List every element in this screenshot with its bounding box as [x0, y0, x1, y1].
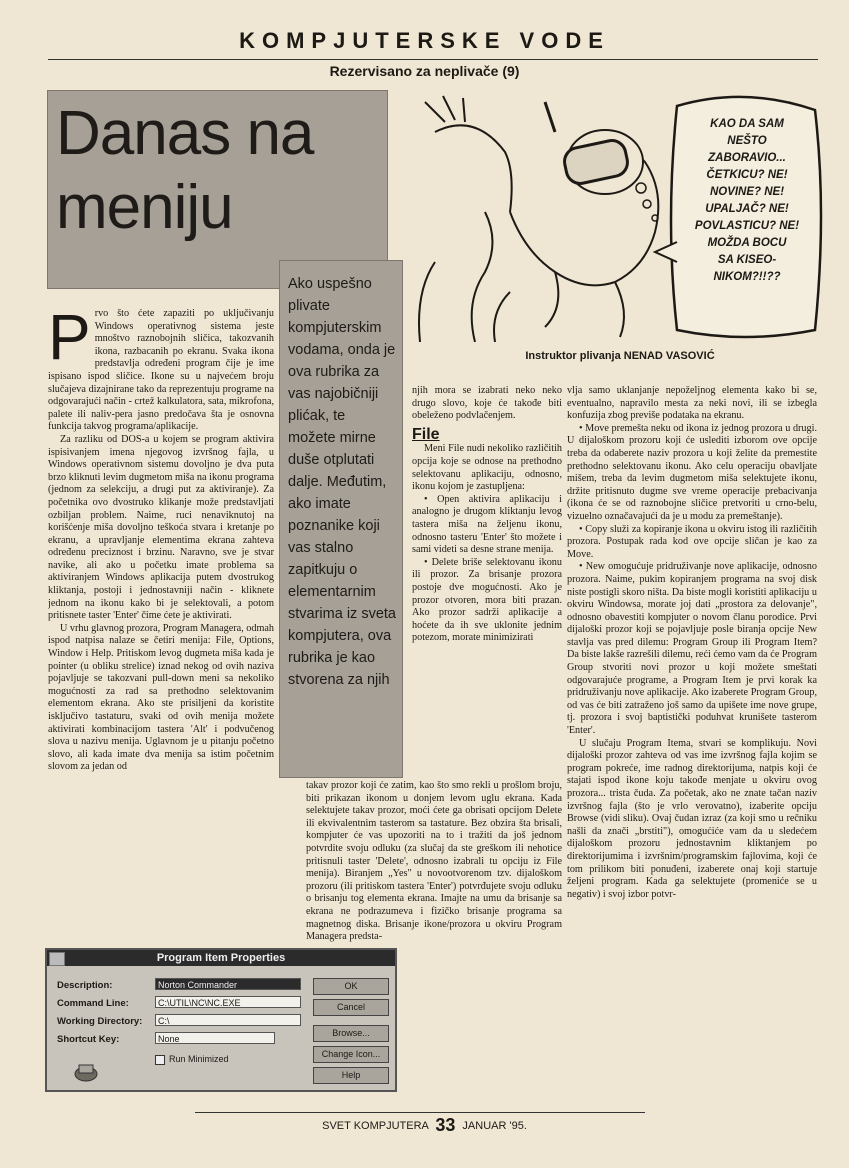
section-heading-file: File: [412, 425, 440, 443]
bubble-line: ČETKICU? NE!: [706, 169, 788, 181]
paragraph: U slučaju Program Itema, stvari se komplikuju. Novi dijaloški prozor zahteva od vas ime izvršnog fajla kojim se program pokreće, ime radnog direktorijuma, natpis koji će stajati ispod ikone koju takođe menjate u okviru ovog prozora... trista čuda. Za početak, ako ne znate tačan naziv izvršnog fajla (što je vrlo verovatno), izaberite opciju Browse (vidi sliku). Ovaj čudan izraz (za koji smo u rečniku našli da znači „brstiti"), omogućiće vam da u sledećem dijaloškom prozoru jednostavnim kliktanjem po direktorijumima i izvršnim/programskim fajlovima, koji će tom prilikom biti ponuđeni, izaberete onaj koji startuje željeni program. Kada ga selektujete (promeniće se u negativ) i svoj izbor potvr-: [567, 737, 817, 900]
footer-rule: [195, 1112, 645, 1113]
bubble-line: POVLASTICU? NE!: [694, 220, 800, 232]
bubble-line: NOVINE? NE!: [709, 186, 785, 198]
paragraph: • Move premešta neku od ikona iz jednog prozora u drugi. U dijaloškom prozoru koji će uslediti izborom ove opcije treba da odaberete naziv prozora u koji želite da premestite prethodno selektovanu ikonu. Ako celu operaciju obavljate mišem, treba da levim dugmetom miša selektujete ikonu, držite pritisnuto dugme sve vreme operacije prebacivanja (ikona će se od raznobojne sličice pretvoriti u crno-belu, vizuelno označavajući da je u modu za premeštanje).: [567, 422, 817, 522]
paragraph: Meni File nudi nekoliko različitih opcija koje se odnose na prethodno selektovanu aplikaciju, odnosno, ikonu kojom je zastupljena:: [412, 443, 562, 493]
paragraph: • Open aktivira aplikaciju i analogno je drugom kliktanju levog tastera miša na željenu ikonu, odnosno tasteru 'Enter' što možete i sami videti sa desne strane menija.: [412, 493, 562, 556]
paragraph-text: rvo što ćete zapaziti po uključivanju Windows operativnog sistema jeste mnoštvo raznobojnih sličica, takozvanih ikona, razbacanih po ekranu. Svaka ikona predstavlja određeni program čije je ime ispisano ispod sličice. Ikone su u najvećem broju slučajeva dizajnirane tako da reprezentuju programe na odgovarajući način - crtež kalkulatora, sata, mikrofona, palete ili naliv-pera jasno predočava šta je osnovna funkcija takvog programa/aplikacije.: [48, 308, 274, 433]
system-menu-icon[interactable]: [49, 952, 65, 966]
article-column-3: [567, 385, 817, 1115]
cartoon-caption: Instruktor plivanja NENAD VASOVIĆ: [525, 350, 715, 362]
speech-bubble-text: [677, 116, 817, 286]
bubble-line: KAO DA SAM: [710, 118, 784, 130]
dialog-title: Program Item Properties: [47, 950, 395, 966]
header-rule: [48, 59, 818, 60]
bubble-line: ZABORAVIO...: [708, 152, 786, 164]
title-line-1: Danas na: [56, 99, 314, 168]
run-minimized-checkbox[interactable]: [155, 1054, 229, 1065]
description-label: Description:: [57, 980, 113, 991]
paragraph: • Copy služi za kopiranje ikona u okviru istog ili različitih prozora. Postupak rada kod ove opcije sličan je kao za Move.: [567, 523, 817, 560]
drop-cap: P: [48, 308, 91, 373]
paragraph: Za razliku od DOS-a u kojem se program aktivira ispisivanjem imena njegovog izvršnog fajla, u Windows operativnom sistemu dovoljno je dva puta brzo kliknuti levim dugmetom miša na ikonu programa (jednom za selekciju, a drugi put za aktiviranje). Za početnika ovo dvostruko klikanje može predstavljati ozbiljan problem. Naime, ruci nenaviknutoj na korišćenje miša dovoljno teškoća stvara i kretanje po ekranu, a upravljanje elementima ekrana zahteva određenu preciznost i brzinu. Naravno, sve je stvar navike, ali ako u početku imate problema sa aktiviranjem Windows aplikacija putem dvostrukog kliktanja, postoji i jednostavniji način - kliknete jednom na ikonu kako bi je selektovali, a potom pritisnete taster 'Enter' čime ćete je aktivirati.: [48, 433, 274, 622]
run-minimized-label: Run Minimized: [169, 1054, 229, 1064]
browse-button[interactable]: Browse...: [313, 1025, 389, 1042]
paragraph: njih mora se izabrati neko neko drugo slovo, koje će takođe biti obeleženo podvlačenjem.: [412, 385, 562, 422]
page-number: 33: [435, 1115, 456, 1135]
paragraph: • Delete briše selektovanu ikonu ili prozor. Za brisanje prozora postoje dve mogućnosti. Ako je prozor otvoren, mora biti prazan. Ako prozor sadrži aplikacije a hoćete da ih sve uklonite jednim potezom, morate minimizirati: [412, 556, 562, 644]
title-line-2: meniju: [56, 173, 233, 242]
paragraph: vlja samo uklanjanje nepoželjnog elementa kako bi se, eventualno, napravilo mesta za neki novi, ili se izbegla konfuzija zbog previše podataka na ekranu.: [567, 385, 817, 422]
article-title: [56, 97, 313, 245]
pull-quote: Ako uspešno plivate kompjuterskim vodama, onda je ova rubrika za vas najobičniji plićak, te možete mirne duše otplutati dalje. Međutim, ako imate poznanike koji vas stalno zapitkuju o elementarnim stvarima iz sveta kompjutera, ova rubrika je kao stvorena za njih: [279, 260, 403, 778]
working-directory-label: Working Directory:: [57, 1016, 143, 1027]
page-footer: [0, 1115, 849, 1136]
shortcut-key-label: Shortcut Key:: [57, 1034, 120, 1045]
article-column-1: [48, 308, 274, 934]
section-header: KOMPJUTERSKE VODE: [239, 28, 610, 53]
bubble-line: SA KISEO-: [717, 254, 777, 266]
bubble-line: NIKOM?!!??: [713, 271, 781, 283]
program-icon: [73, 1062, 99, 1082]
paragraph: takav prozor koji će zatim, kao što smo rekli u prošlom broju, biti prikazan ikonom u donjem levom uglu ekrana. Kada selektujete takav prozor, moći ćete ga obrisati opcijom Delete ili ekvivalentnim tasterom sa tastature. Bez obzira šta brisali, kompjuter će vas upozoriti na to i tražiti da još jednom potvrdite svoju odluku (za slučaj da ste greškom ili nehotice pritisnuli taster 'Delete', odnosno izabrali tu opciju iz File menija). Biranjem „Yes" u novootvorenom tzv. dijaloškom prozoru (ili pritiskom tastera 'Enter') potvrđujete svoju odluku o brisanju tog elementa ekrana. Imajte na umu da brisanje sa ekrana ne podrazumeva i fizičko brisanje programa sa magnetnog diska. Brisanje ikone/prozora u okviru Program Managera predsta-: [306, 780, 562, 943]
help-button[interactable]: Help: [313, 1067, 389, 1084]
command-line-field[interactable]: C:\UTIL\NC\NC.EXE: [155, 996, 301, 1008]
program-item-properties-dialog: [45, 948, 397, 1092]
article-column-2: [412, 385, 562, 780]
description-field[interactable]: Norton Commander: [155, 978, 301, 990]
series-subtitle: Rezervisano za neplivače (9): [329, 63, 520, 79]
intro-paragraph: [48, 308, 274, 434]
working-directory-field[interactable]: C:\: [155, 1014, 301, 1026]
change-icon-button[interactable]: Change Icon...: [313, 1046, 389, 1063]
paragraph: • New omogućuje pridruživanje nove aplikacije, odnosno prozora. Naime, pukim kopiranjem programa na svoj disk niste postigli skoro ništa. Da biste mogli koristiti aplikaciju u okviru Windowsa, morate joj dati „prostora za delovanje", odnosno obavestiti kompjuter o novom članu porodice. Prvi dijaloški prozor koji se pojavljuje posle biranja opcije New stavlja vas pred dilemu: Program Group ili Program Item? Da biste lakše razrešili dilemu, reći ćemo vam da će Program Group stvoriti novi prozor u koji možete smeštati odgovarajuće programe, a Program Item je prvi korak ka pridruživanju nove aplikacije. Ako izaberete Program Group, od vas će biti zatraženo još samo da upišete ime nove grupe, tj. prozora i svoj baptistički poduhvat krunišete tasterom 'Enter'.: [567, 561, 817, 737]
cartoon-illustration: [415, 92, 825, 342]
paragraph: U vrhu glavnog prozora, Program Managera, odmah ispod natpisa nalaze se četiri menija: File, Options, Window i Help. Pritiskom levog dugmeta miša kada je pointer (u obliku strelice) iznad nekog od ovih naziva pojavljuje se takozvani pull-down meni sa nekoliko mogućnosti za rad sa prethodno selektovanim elementom ekrana. Ako ste prisiljeni da koristite isključivo tastaturu, svaki od ovih menija možete aktivirati kombinacijom tastera 'Alt' i podvučenog slova u nazivu menija. Uglavnom je u pitanju početno slovo, ali kada imate dva menija sa istim početnim slovom za jedan od: [48, 622, 274, 773]
shortcut-key-field[interactable]: None: [155, 1032, 275, 1044]
bubble-line: NEŠTO: [727, 135, 767, 147]
ok-button[interactable]: OK: [313, 978, 389, 995]
bubble-line: MOŽDA BOCU: [707, 237, 787, 249]
cancel-button[interactable]: Cancel: [313, 999, 389, 1016]
checkbox-box[interactable]: [155, 1055, 165, 1065]
command-line-label: Command Line:: [57, 998, 129, 1009]
issue-date: JANUAR '95.: [462, 1120, 527, 1132]
magazine-name: SVET KOMPJUTERA: [322, 1120, 429, 1132]
bubble-line: UPALJAČ? NE!: [705, 203, 789, 215]
